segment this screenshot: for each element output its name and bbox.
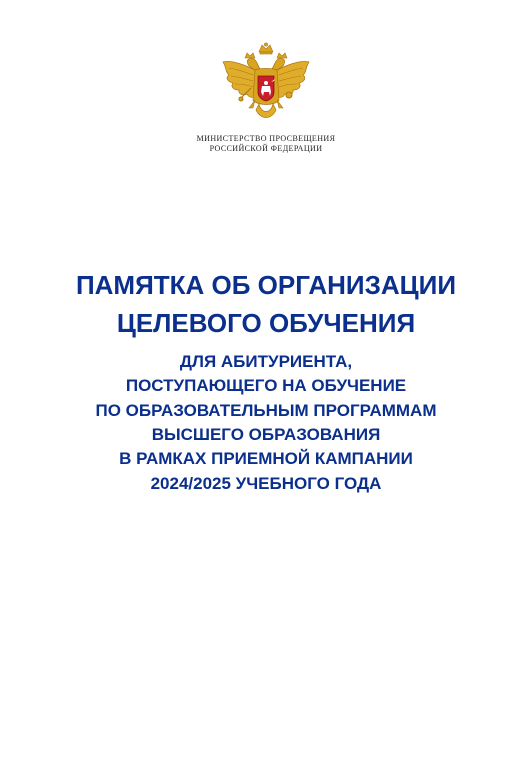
subtitle-line: 2024/2025 УЧЕБНОГО ГОДА [150, 474, 382, 493]
subtitle-line: В РАМКАХ ПРИЕМНОЙ КАМПАНИИ [119, 449, 413, 468]
document-title-line2: ЦЕЛЕВОГО ОБУЧЕНИЯ [116, 308, 416, 338]
ministry-name-line1: МИНИСТЕРСТВО ПРОСВЕЩЕНИЯ [196, 134, 336, 143]
subtitle-line: ВЫСШЕГО ОБРАЗОВАНИЯ [151, 425, 381, 444]
document-title-line1: ПАМЯТКА ОБ ОРГАНИЗАЦИИ [75, 270, 457, 300]
subtitle-line: ПО ОБРАЗОВАТЕЛЬНЫМ ПРОГРАММАМ [95, 401, 437, 420]
ministry-name-line2: РОССИЙСКОЙ ФЕДЕРАЦИИ [209, 144, 323, 153]
coat-of-arms-icon [219, 42, 313, 124]
subtitle-line: ПОСТУПАЮЩЕГО НА ОБУЧЕНИЕ [125, 376, 407, 395]
subtitle-line: ДЛЯ АБИТУРИЕНТА, [179, 352, 353, 371]
